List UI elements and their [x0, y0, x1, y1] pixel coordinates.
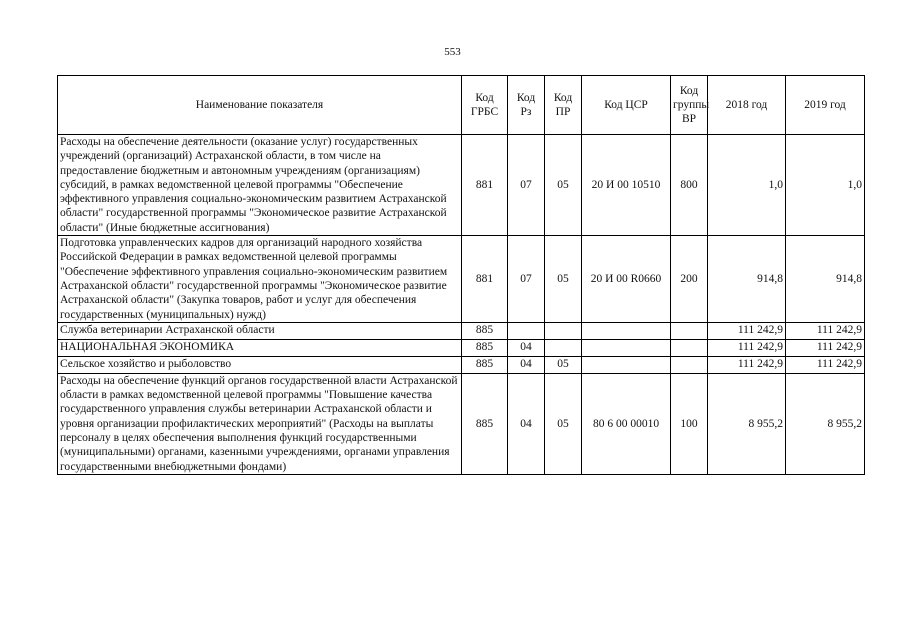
- row-csr: 20 И 00 R0660: [582, 236, 671, 323]
- row-csr: [582, 322, 671, 339]
- row-vr: [671, 322, 708, 339]
- header-vr: Код группы ВР: [671, 76, 708, 135]
- row-grbs: 885: [462, 322, 508, 339]
- row-csr: 80 6 00 00010: [582, 373, 671, 474]
- row-name: Расходы на обеспечение деятельности (оказание услуг) государственных учреждений (организаций) Астраханской области, в том числе на предоставление бюджетным и автономным учреждениям (организациям) субсидий, в рамках ведомственной целевой программы "Обеспечение эффективного управления социально-экономическим развитием Астраханской области" государственной программы "Экономическое развитие Астраханской области" (Иные бюджетные ассигнования): [58, 135, 462, 236]
- header-pr: Код ПР: [545, 76, 582, 135]
- row-2019: 111 242,9: [786, 356, 865, 373]
- table-row: [58, 339, 865, 356]
- row-name: Расходы на обеспечение функций органов государственной власти Астраханской области в рамках ведомственной целевой программы "Повышение качества государственного управления службы ветеринарии Астраханской области и уровня организации профилактических мероприятий" (Расходы на выплаты персоналу в целях обеспечения выполнения функций государственными (муниципальными) органами, казенными учреждениями, органами управления государственными внебюджетными фондами): [58, 373, 462, 474]
- row-vr: [671, 356, 708, 373]
- table-row: [58, 356, 865, 373]
- row-2018: 914,8: [708, 236, 786, 323]
- row-grbs: 881: [462, 236, 508, 323]
- row-name: Подготовка управленческих кадров для организаций народного хозяйства Российской Федерации в рамках ведомственной целевой программы "Обеспечение эффективного управления социально-экономическим развитием Астраханской области" государственной программы "Экономическое развитие Астраханской области" (Закупка товаров, работ и услуг для обеспечения государственных (муниципальных) нужд): [58, 236, 462, 323]
- row-csr: [582, 339, 671, 356]
- row-rz: [508, 322, 545, 339]
- row-2018: 111 242,9: [708, 339, 786, 356]
- table-row: [58, 236, 865, 323]
- row-vr: [671, 339, 708, 356]
- row-name: НАЦИОНАЛЬНАЯ ЭКОНОМИКА: [58, 339, 462, 356]
- header-csr: Код ЦСР: [582, 76, 671, 135]
- row-grbs: 885: [462, 339, 508, 356]
- row-name: Сельское хозяйство и рыболовство: [58, 356, 462, 373]
- row-2018: 1,0: [708, 135, 786, 236]
- row-name: Служба ветеринарии Астраханской области: [58, 322, 462, 339]
- row-grbs: 881: [462, 135, 508, 236]
- row-pr: 05: [545, 135, 582, 236]
- row-pr: 05: [545, 236, 582, 323]
- table-row: [58, 322, 865, 339]
- row-vr: 200: [671, 236, 708, 323]
- row-rz: 04: [508, 356, 545, 373]
- page-number: 553: [444, 46, 461, 58]
- row-pr: [545, 339, 582, 356]
- row-2019: 8 955,2: [786, 373, 865, 474]
- header-2018: 2018 год: [708, 76, 786, 135]
- row-pr: 05: [545, 356, 582, 373]
- row-2018: 8 955,2: [708, 373, 786, 474]
- table-row: [58, 135, 865, 236]
- row-2019: 111 242,9: [786, 322, 865, 339]
- row-grbs: 885: [462, 356, 508, 373]
- row-2018: 111 242,9: [708, 356, 786, 373]
- row-2018: 111 242,9: [708, 322, 786, 339]
- header-rz: Код Рз: [508, 76, 545, 135]
- header-name: Наименование показателя: [58, 76, 462, 135]
- row-csr: 20 И 00 10510: [582, 135, 671, 236]
- row-2019: 914,8: [786, 236, 865, 323]
- header-2019: 2019 год: [786, 76, 865, 135]
- row-rz: 04: [508, 373, 545, 474]
- header-grbs: Код ГРБС: [462, 76, 508, 135]
- budget-table: [57, 75, 865, 475]
- row-2019: 1,0: [786, 135, 865, 236]
- row-2019: 111 242,9: [786, 339, 865, 356]
- row-rz: 07: [508, 236, 545, 323]
- row-csr: [582, 356, 671, 373]
- row-grbs: 885: [462, 373, 508, 474]
- row-vr: 800: [671, 135, 708, 236]
- row-pr: 05: [545, 373, 582, 474]
- header-row: [58, 76, 865, 135]
- row-rz: 07: [508, 135, 545, 236]
- table-row: [58, 373, 865, 474]
- row-pr: [545, 322, 582, 339]
- row-vr: 100: [671, 373, 708, 474]
- row-rz: 04: [508, 339, 545, 356]
